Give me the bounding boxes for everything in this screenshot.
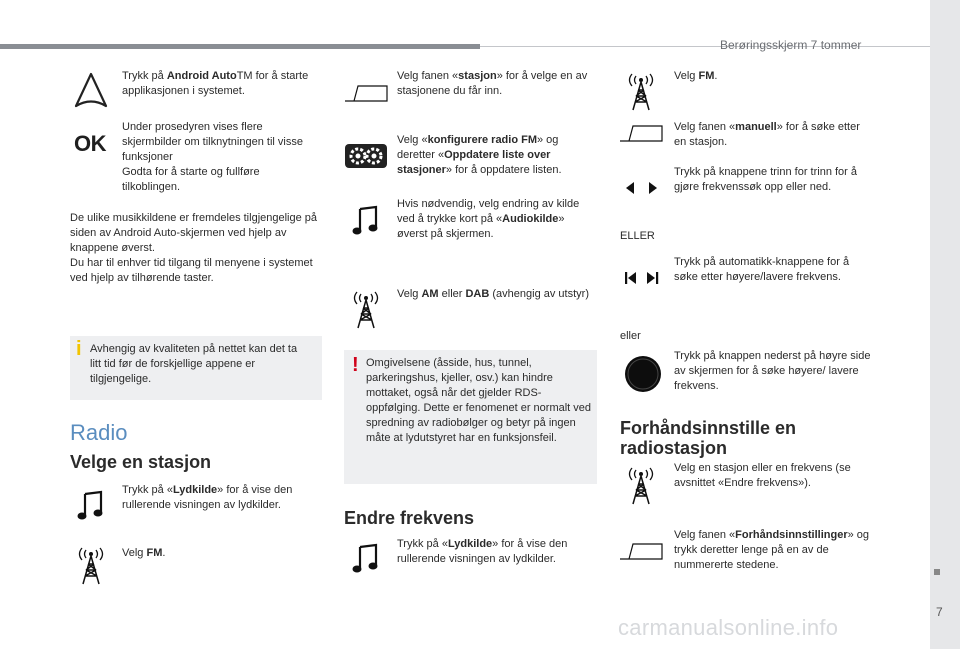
music-sources-paragraph: De ulike musikkildene er fremdeles tilgjengelige på siden av Android Auto-skjermen ved hjelp av knappene øverst. Du har til enhver tid tilgang til menyene i systemet ved hjelp av tilhørende taster. <box>70 212 318 284</box>
stasjon-text: Velg fanen «stasjon» for å velge en av stasjonene du får inn. <box>397 70 588 97</box>
warning-box <box>344 350 597 484</box>
forhandsinnstille-heading: Forhåndsinnstille en radiostasjon <box>620 418 797 458</box>
lydkilde-text: Trykk på «Lydkilde» for å vise den rullerende visningen av lydkilder. <box>122 484 293 511</box>
right-sidebar <box>930 0 960 649</box>
warning-text: Omgivelsene (åsside, hus, tunnel, parkeringshus, kjeller, osv.) kan hindre mottaket, også når det gjelder RDS-oppfølging. Dette er fenomenet er normalt ved spredning av radiobølger og betyr på ingen måte at lydutstyret har en funksjonsfeil. <box>366 357 592 444</box>
antenna-icon <box>76 546 106 586</box>
page-header-title: Berøringsskjerm 7 tommer <box>720 38 862 52</box>
endre-frekvens-heading: Endre frekvens <box>344 508 475 528</box>
forhandsinnstillinger-text: Velg fanen «Forhåndsinnstillinger» og trykk deretter lenge på en av de nummererte stedene. <box>674 529 870 571</box>
radio-heading: Radio <box>70 420 128 445</box>
eller-upper-label: ELLER <box>620 230 655 242</box>
auto-text: Trykk på automatikk-knappene for å søke etter høyere/lavere frekvens. <box>674 256 850 283</box>
music-note-icon <box>351 205 381 237</box>
warning-icon: ! <box>352 354 359 376</box>
konfigurere-text: Velg «konfigurere radio FM» og deretter «Oppdatere liste over stasjoner» for å oppdatere listen. <box>397 134 562 176</box>
watermark: carmanualsonline.info <box>618 615 839 640</box>
velg-stasjon-text: Velg en stasjon eller en frekvens (se avsnittet «Endre frekvens»). <box>674 462 851 489</box>
tab-icon <box>619 124 663 142</box>
music-note-icon <box>351 543 381 575</box>
settings-gears-icon <box>344 143 388 169</box>
tab-icon <box>619 542 663 560</box>
fm-text-col1: Velg FM. <box>122 547 166 559</box>
step-text: Trykk på knappene trinn for trinn for å gjøre frekvenssøk opp eller ned. <box>674 166 858 193</box>
lydkilde-text-col2: Trykk på «Lydkilde» for å vise den rullerende visningen av lydkilder. <box>397 538 568 565</box>
fm-text-col3: Velg FM. <box>674 70 718 82</box>
top-rule <box>0 44 480 49</box>
android-auto-icon <box>73 70 109 112</box>
ok-text: Under prosedyren vises flere skjermbilder om tilknytningen til visse funksjoner Godta for å starte og fullføre tilkoblingen. <box>122 121 303 193</box>
music-note-icon <box>76 490 106 522</box>
android-auto-text: Trykk på Android AutoTM for å starte applikasjonen i systemet. <box>122 70 309 97</box>
info-text: Avhengig av kvaliteten på nettet kan det ta litt tid før de forskjellige appene er tilgjengelige. <box>90 343 298 385</box>
eller-lower-label: eller <box>620 330 641 342</box>
manuell-text: Velg fanen «manuell» for å søke etter en stasjon. <box>674 121 860 148</box>
antenna-icon <box>626 466 656 506</box>
page-number: 7 <box>936 605 943 619</box>
continue-marker <box>934 569 940 575</box>
info-box <box>70 336 322 400</box>
step-arrows-icon <box>624 181 660 195</box>
ok-icon: OK <box>74 131 106 156</box>
velge-stasjon-heading: Velge en stasjon <box>70 452 212 472</box>
seek-arrows-icon <box>624 271 660 285</box>
antenna-icon <box>351 290 381 330</box>
knob-icon <box>623 354 663 394</box>
audiokilde-text: Hvis nødvendig, velg endring av kilde ved å trykke kort på «Audiokilde» øverst på skjermen. <box>397 198 580 240</box>
knob-text: Trykk på knappen nederst på høyre side av skjermen for å søke høyere/ lavere frekvens. <box>674 350 871 392</box>
top-rule-thin <box>480 46 930 47</box>
tab-icon <box>344 84 388 102</box>
antenna-icon <box>626 72 656 112</box>
am-dab-text: Velg AM eller DAB (avhengig av utstyr) <box>397 288 589 300</box>
info-icon: i <box>76 338 82 360</box>
